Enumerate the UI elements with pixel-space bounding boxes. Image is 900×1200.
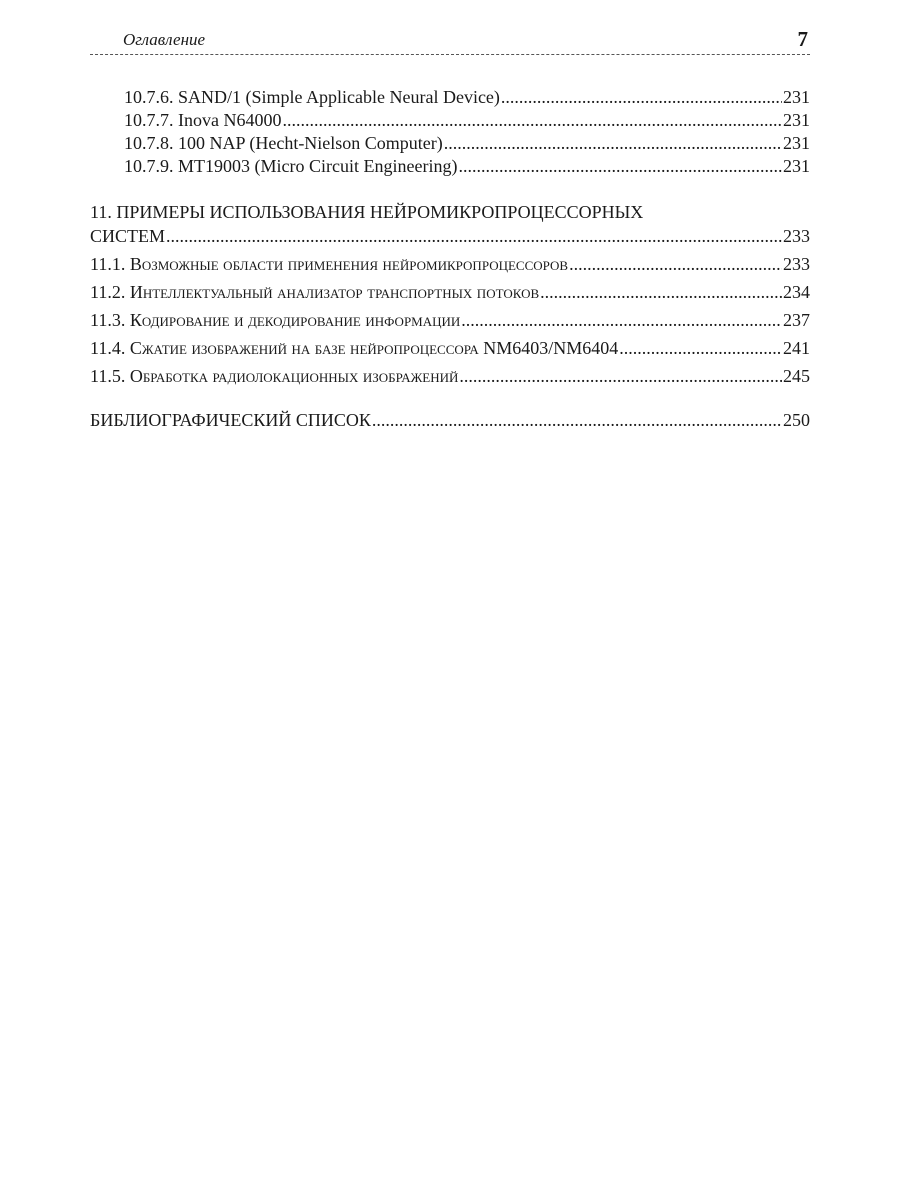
toc-entry-page: 231: [783, 133, 810, 153]
toc-entry-label: 10.7.7. Inova N64000: [124, 110, 282, 130]
page-number: 7: [797, 27, 808, 51]
toc-entry-label: 10.7.8. 100 NAP (Hecht-Nielson Computer): [124, 133, 443, 153]
toc-entry-label: 10.7.9. MT19003 (Micro Circuit Engineering): [124, 156, 458, 176]
leader-dots: [459, 365, 782, 387]
running-header: [90, 28, 810, 55]
toc-entry-10-7-7[interactable]: [90, 109, 810, 131]
toc-entry-label: 11.1. Возможные области применения нейромикропроцессоров: [90, 254, 569, 274]
toc-entry-10-7-8[interactable]: [90, 132, 810, 154]
toc-entry-page: 245: [783, 366, 810, 386]
header-title: Оглавление: [123, 30, 206, 49]
toc-entry-label: 10.7.6. SAND/1 (Simple Applicable Neural Device): [124, 87, 500, 107]
toc-entry-11-1[interactable]: [90, 253, 810, 275]
leader-dots: [461, 309, 782, 331]
chapter-11-title-line2: СИСТЕМ: [90, 226, 166, 246]
chapter-11-title-line1[interactable]: 11. ПРИМЕРЫ ИСПОЛЬЗОВАНИЯ НЕЙРОМИКРОПРОЦЕССОРНЫХ: [90, 202, 644, 222]
leader-dots: [569, 253, 782, 275]
bibliography-label: БИБЛИОГРАФИЧЕСКИЙ СПИСОК: [90, 410, 371, 430]
toc-entry-page: 241: [783, 338, 810, 358]
toc-entry-page: 231: [783, 87, 810, 107]
toc-entry-page: 233: [783, 226, 810, 246]
table-of-contents: [90, 86, 810, 431]
leader-dots: [166, 225, 782, 247]
toc-entry-page: 231: [783, 156, 810, 176]
leader-dots: [282, 109, 782, 131]
toc-entry-label: 11.5. Обработка радиолокационных изображений: [90, 366, 459, 386]
leader-dots: [444, 132, 782, 154]
toc-entry-page: 234: [783, 282, 810, 302]
leader-dots: [501, 86, 782, 108]
toc-entry-11-2[interactable]: [90, 281, 810, 303]
toc-entry-page: 233: [783, 254, 810, 274]
toc-entry-page: 250: [783, 410, 810, 430]
leader-dots: [372, 409, 782, 431]
toc-entry-page: 231: [783, 110, 810, 130]
toc-entry-page: 237: [783, 310, 810, 330]
toc-entry-chapter-11[interactable]: [90, 225, 810, 247]
toc-entry-10-7-9[interactable]: [90, 155, 810, 177]
leader-dots: [540, 281, 782, 303]
toc-entry-label: 11.2. Интеллектуальный анализатор транспортных потоков: [90, 282, 540, 302]
toc-entry-bibliography[interactable]: [90, 409, 810, 431]
toc-entry-11-4[interactable]: [90, 337, 810, 359]
leader-dots: [619, 337, 782, 359]
toc-entry-11-5[interactable]: [90, 365, 810, 387]
toc-entry-10-7-6[interactable]: [90, 86, 810, 108]
leader-dots: [458, 155, 782, 177]
toc-entry-11-3[interactable]: [90, 309, 810, 331]
toc-entry-label: 11.3. Кодирование и декодирование информации: [90, 310, 461, 330]
toc-entry-label: 11.4. Сжатие изображений на базе нейропроцессора NM6403/NM6404: [90, 338, 619, 358]
